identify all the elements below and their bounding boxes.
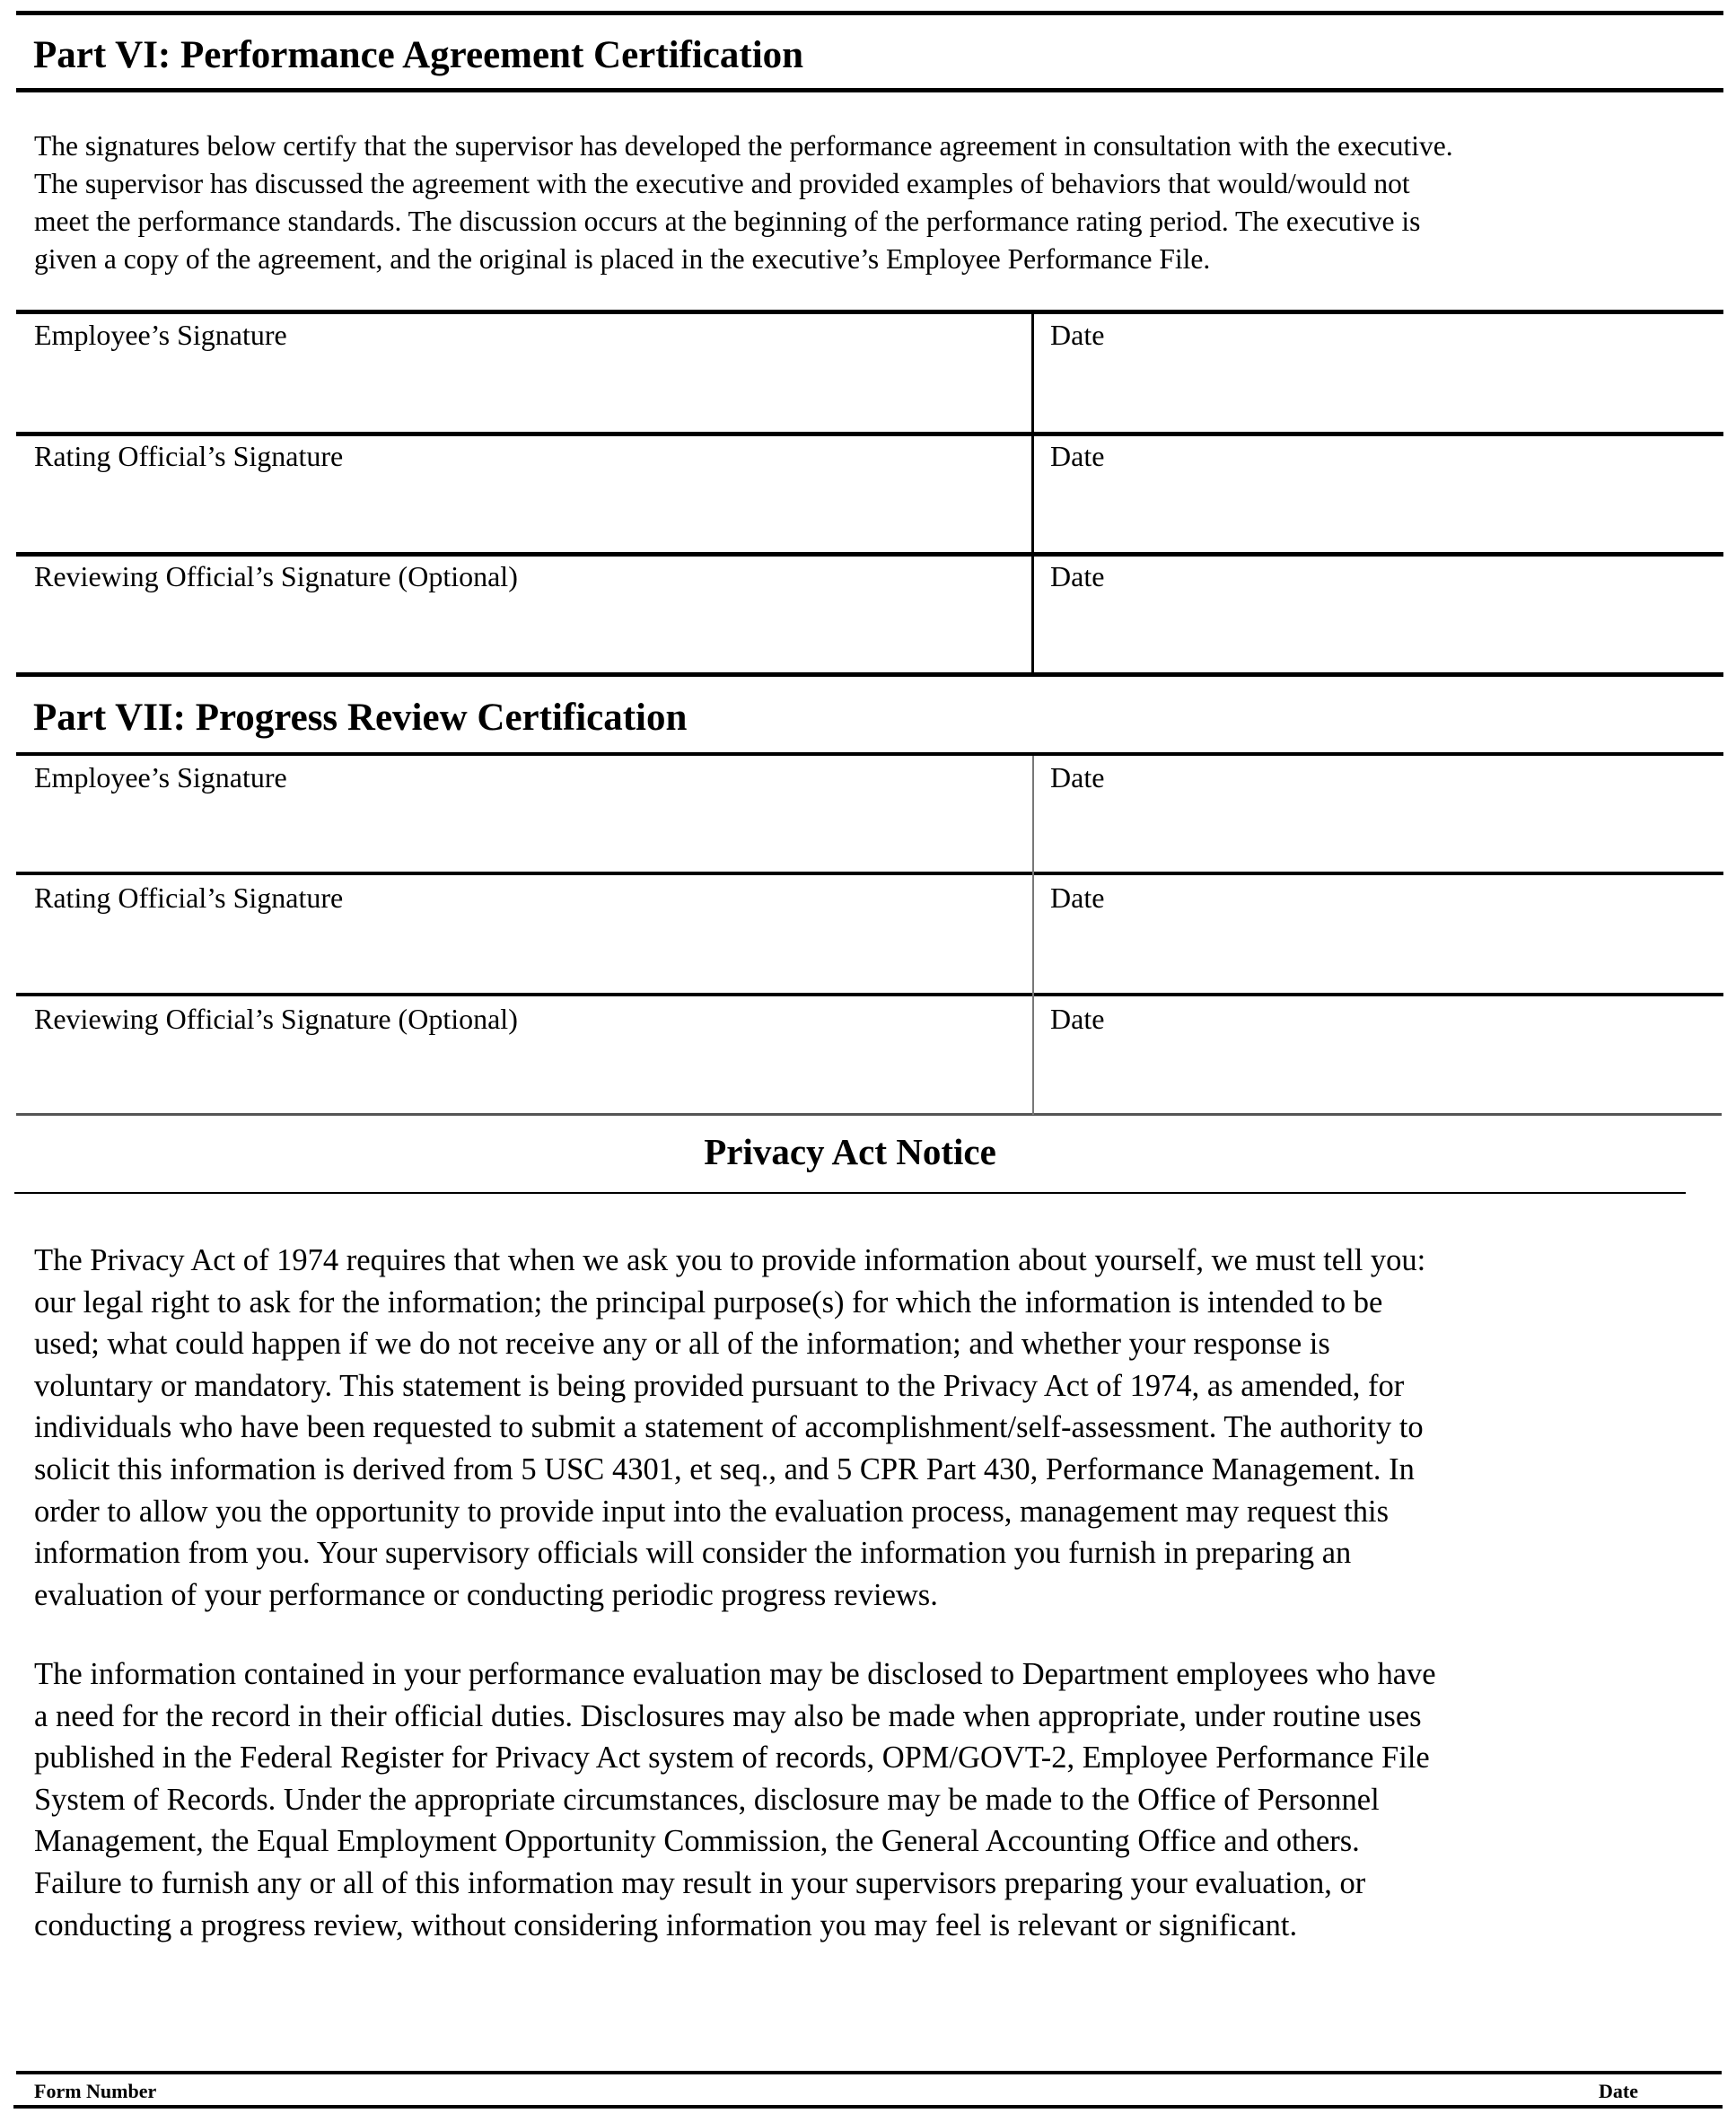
reviewing-official-signature-label: Reviewing Official’s Signature (Optional) xyxy=(34,560,518,592)
part6-heading: Part VI: Performance Agreement Certification xyxy=(33,34,804,76)
privacy-paragraph-2 xyxy=(34,1653,1704,1946)
intro-line: meet the performance standards. The discussion occurs at the beginning of the performance rating period. The executive is xyxy=(34,206,1421,237)
paragraph-line: Failure to furnish any or all of this information may result in your supervisors preparing your evaluation, or xyxy=(34,1865,1366,1900)
employee-date-field[interactable] xyxy=(1034,314,1722,432)
privacy-title-rule xyxy=(14,1192,1686,1194)
paragraph-line: Management, the Equal Employment Opportunity Commission, the General Accounting Office and others. xyxy=(34,1824,1360,1859)
part7-heading: Part VII: Progress Review Certification xyxy=(33,697,688,739)
footer-bottom-rule xyxy=(13,2105,1723,2109)
top-rule xyxy=(16,11,1723,15)
privacy-notice-title: Privacy Act Notice xyxy=(704,1131,996,1172)
rating-official-signature-label: Rating Official’s Signature xyxy=(34,440,344,472)
progress-employee-date-field[interactable] xyxy=(1034,756,1722,872)
paragraph-line: a need for the record in their official duties. Disclosures may also be made when appropriate, under routine uses xyxy=(34,1698,1422,1733)
paragraph-line: our legal right to ask for the information; the principal purpose(s) for which the information is intended to be xyxy=(34,1285,1383,1320)
footer-date-label: Date xyxy=(1599,2080,1638,2102)
progress-reviewing-official-signature-label: Reviewing Official’s Signature (Optional) xyxy=(34,1003,518,1035)
rating-official-date-label: Date xyxy=(1050,440,1105,472)
paragraph-line: voluntary or mandatory. This statement is being provided pursuant to the Privacy Act of 1974, as amended, for xyxy=(34,1368,1405,1403)
privacy-paragraph-1 xyxy=(34,1240,1704,1616)
progress-rating-official-date-field[interactable] xyxy=(1034,875,1722,993)
progress-rating-official-signature-label: Rating Official’s Signature xyxy=(34,881,344,914)
paragraph-line: evaluation of your performance or conducting periodic progress reviews. xyxy=(34,1577,938,1612)
reviewing-official-date-field[interactable] xyxy=(1034,557,1722,672)
paragraph-line: used; what could happen if we do not receive any or all of the information; and whether your response is xyxy=(34,1327,1330,1362)
part6-intro xyxy=(34,127,1722,278)
paragraph-line: The information contained in your performance evaluation may be disclosed to Department employees who have xyxy=(34,1657,1436,1691)
paragraph-line: published in the Federal Register for Privacy Act system of records, OPM/GOVT-2, Employee Performance File xyxy=(34,1741,1430,1776)
footer-top-rule xyxy=(16,2071,1722,2074)
table-rule xyxy=(16,672,1723,677)
intro-line: The supervisor has discussed the agreement with the executive and provided examples of behaviors that would/would not xyxy=(34,168,1410,199)
part6-heading-rule xyxy=(16,88,1723,92)
paragraph-line: solicit this information is derived from 5 USC 4301, et seq., and 5 CPR Part 430, Performance Management. In xyxy=(34,1451,1415,1486)
employee-signature-label: Employee’s Signature xyxy=(34,319,287,351)
paragraph-line: individuals who have been requested to submit a statement of accomplishment/self-assessment. The authority to xyxy=(34,1410,1424,1445)
paragraph-line: information from you. Your supervisory officials will consider the information you furnish in preparing an xyxy=(34,1536,1352,1571)
form-number-label: Form Number xyxy=(34,2080,157,2102)
rating-official-date-field[interactable] xyxy=(1034,436,1722,552)
employee-date-label: Date xyxy=(1050,319,1105,351)
paragraph-line: order to allow you the opportunity to provide input into the evaluation process, management may request this xyxy=(34,1494,1390,1529)
table-rule xyxy=(16,1113,1722,1116)
progress-employee-date-label: Date xyxy=(1050,761,1105,794)
progress-reviewing-official-date-field[interactable] xyxy=(1034,996,1722,1113)
intro-line: given a copy of the agreement, and the original is placed in the executive’s Employee Performance File. xyxy=(34,243,1211,275)
reviewing-official-date-label: Date xyxy=(1050,560,1105,592)
progress-employee-signature-label: Employee’s Signature xyxy=(34,761,287,794)
paragraph-line: conducting a progress review, without considering information you may feel is relevant or significant. xyxy=(34,1907,1298,1942)
intro-line: The signatures below certify that the supervisor has developed the performance agreement in consultation with the executive. xyxy=(34,130,1453,162)
progress-rating-official-date-label: Date xyxy=(1050,881,1105,914)
paragraph-line: System of Records. Under the appropriate circumstances, disclosure may be made to the Office of Personnel xyxy=(34,1782,1380,1817)
paragraph-line: The Privacy Act of 1974 requires that when we ask you to provide information about yourself, we must tell you: xyxy=(34,1243,1426,1277)
progress-reviewing-official-date-label: Date xyxy=(1050,1003,1105,1035)
